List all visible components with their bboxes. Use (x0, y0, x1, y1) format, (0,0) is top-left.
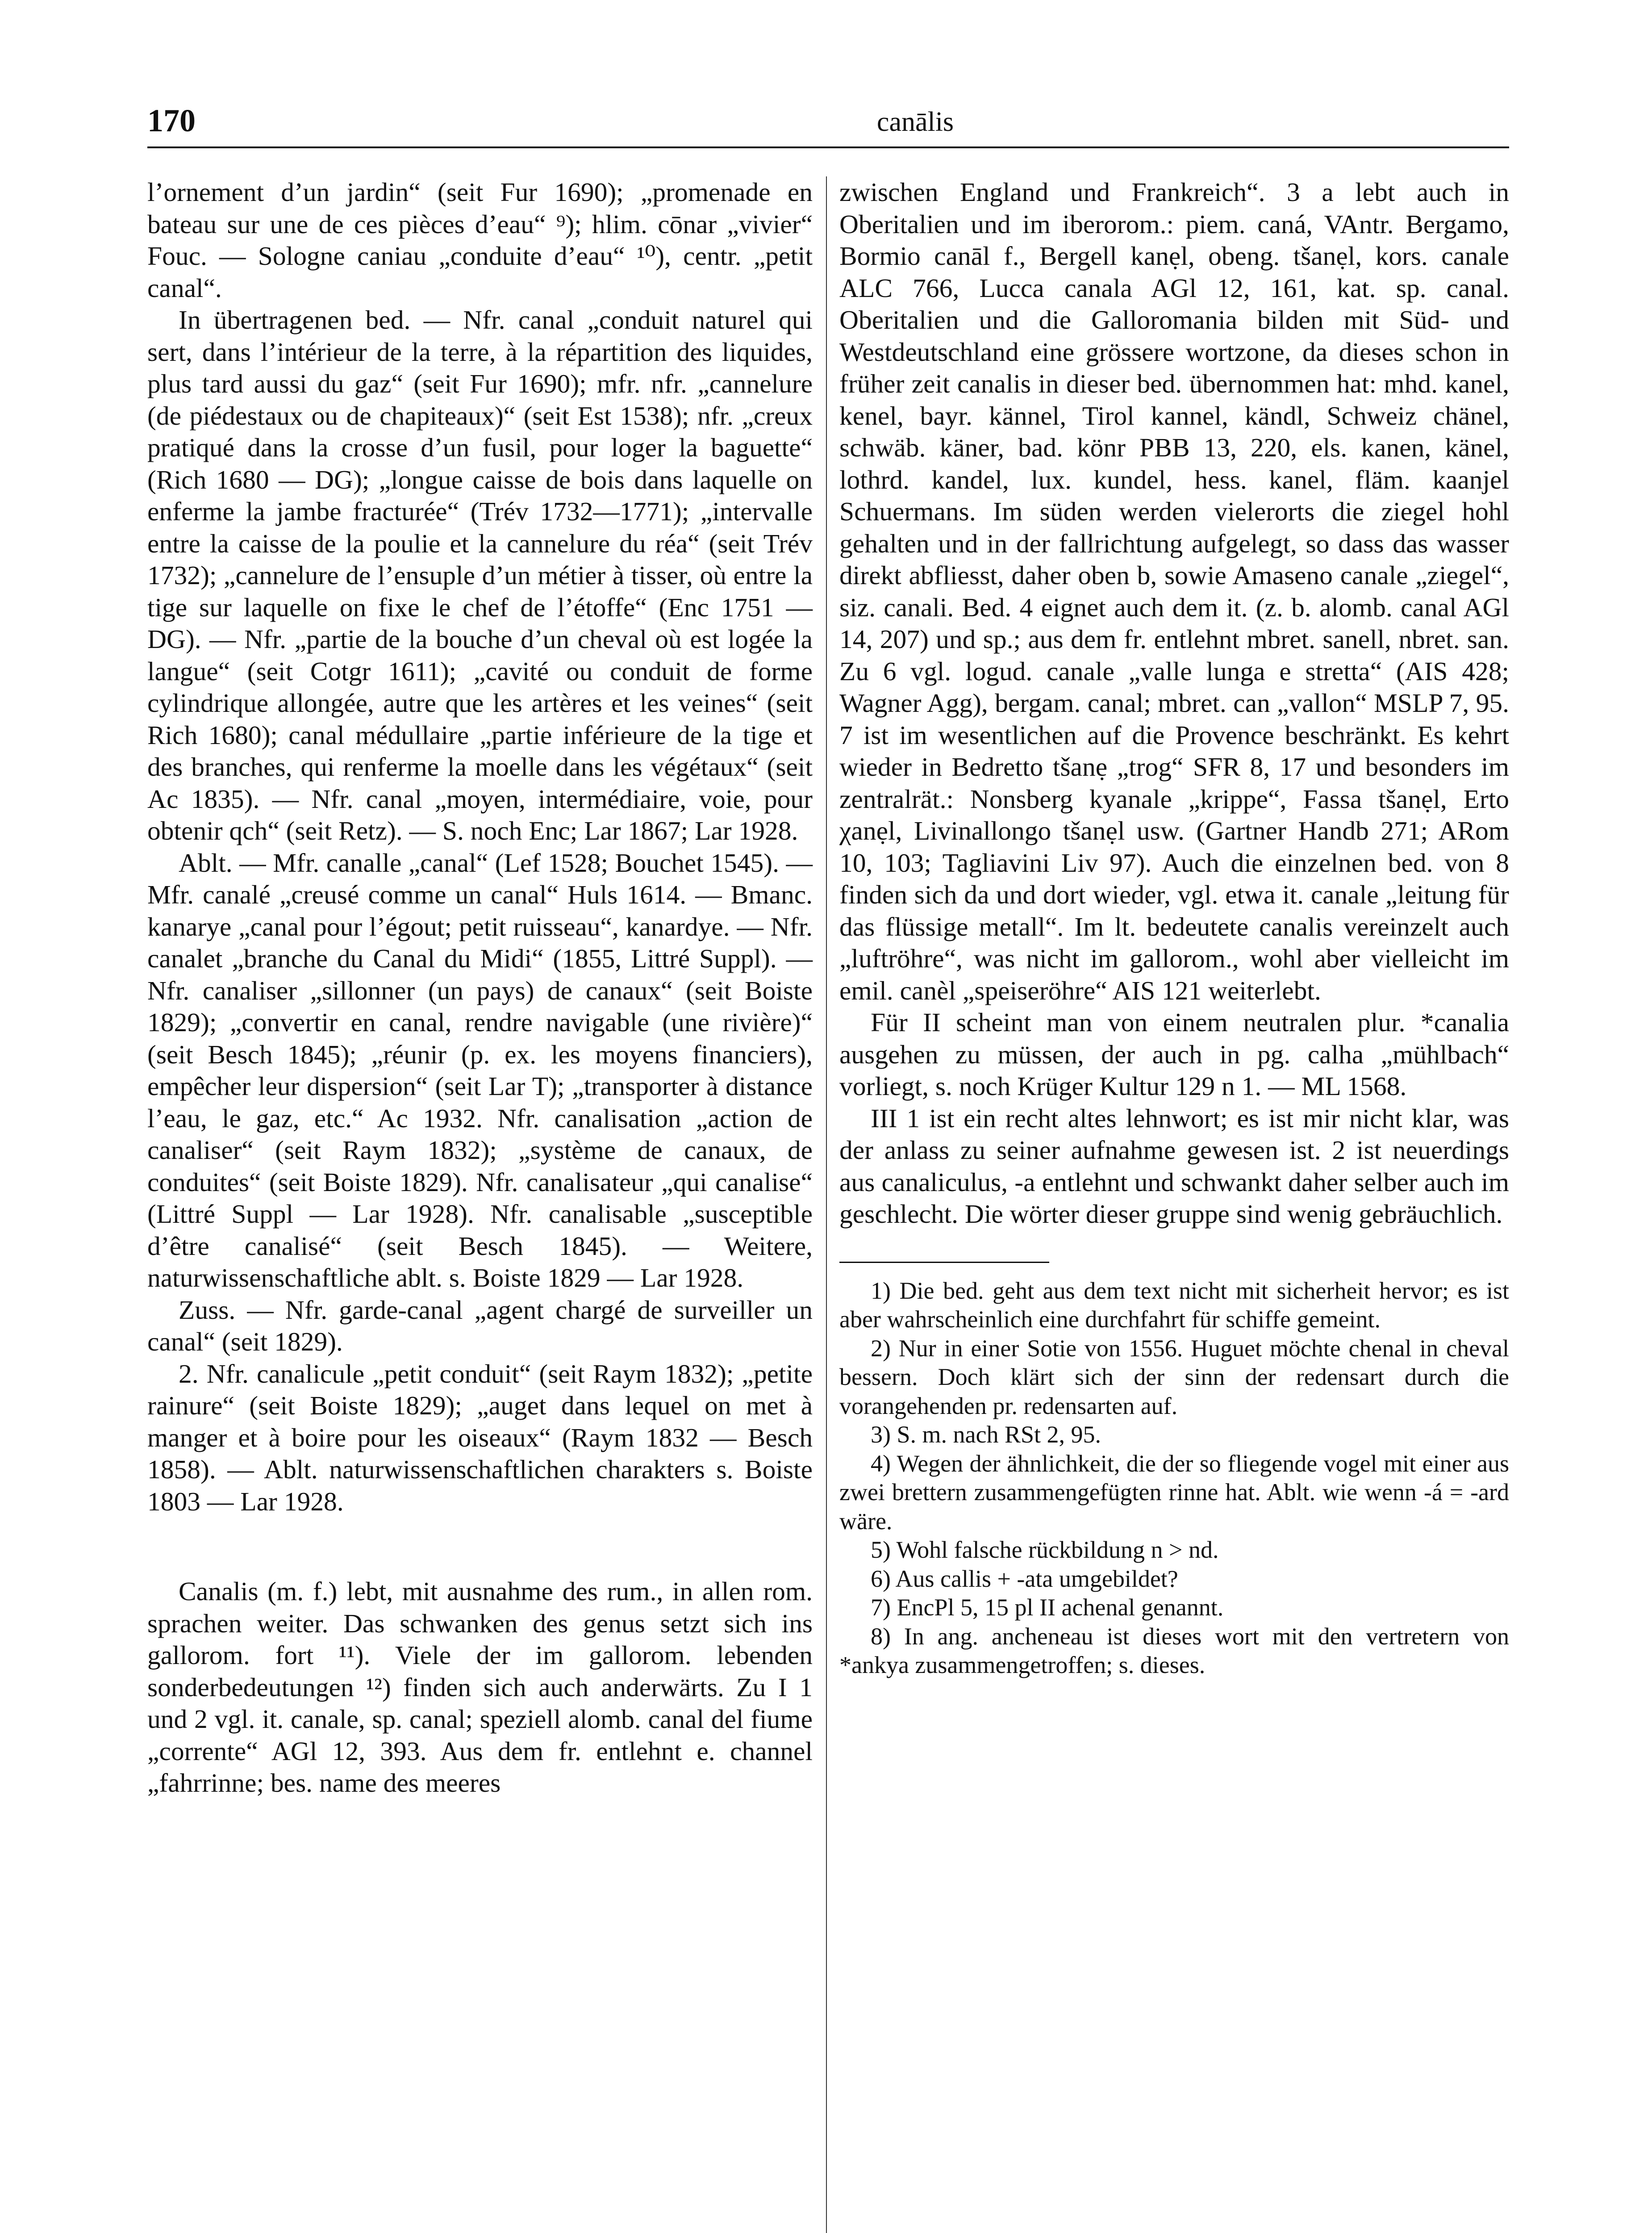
footnote: 1) Die bed. geht aus dem text nicht mit sicherheit hervor; es ist aber wahrscheinlich eine durchfahrt für schiffe gemeint. (839, 1277, 1509, 1333)
running-head: canālis (876, 107, 954, 137)
footnote: 7) EncPl 5, 15 pl II achenal genannt. (871, 1594, 1224, 1621)
header-rule (147, 146, 1509, 148)
footnote: 8) In ang. ancheneau ist dieses wort mit den vertretern von *ankya zusammengetroffen; s. dieses. (839, 1622, 1509, 1678)
paragraph: l’ornement d’un jardin“ (seit Fur 1690); „promenade en bateau sur une de ces pièces d’eau“ ⁹); hlim. cōnar „vivier“ Fouc. — Sologne caniau „conduite d’eau“ ¹⁰), centr. „petit canal“. (147, 177, 813, 303)
paragraph: III 1 ist ein recht altes lehnwort; es ist mir nicht klar, was der anlass zu seiner aufnahme gewesen ist. 2 ist neuerdings aus canaliculus, -a entlehnt und schwankt daher selber auch im geschlecht. Die wörter dieser gruppe sind wenig gebräuchlich. (839, 1103, 1509, 1229)
footnote: 4) Wegen der ähnlichkeit, die der so fliegende vogel mit einer aus zwei brettern zusammengefügten rinne hat. Ablt. wie wenn -á = -ard wäre. (839, 1450, 1509, 1535)
paragraph: zwischen England und Frankreich“. 3 a lebt auch in Oberitalien und im iberorom.: piem. caná, VAntr. Bergamo, Bormio canāl f., Bergell kanẹl, obeng. tšanẹl, kors. canale ALC 766, Lucca canala AGl 12, 161, kat. sp. canal. Oberitalien und die Galloromania bilden mit Süd- und Westdeutschland eine grössere wortzone, da dieses schon in früher zeit canalis in dieser bed. übernommen hat: mhd. kanel, kenel, bayr. kännel, Tirol kannel, kändl, Schweiz chänel, schwäb. käner, bad. könr PBB 13, 220, els. kanen, känel, lothrd. kandel, lux. kundel, hess. kanel, fläm. kaanjel Schuermans. Im süden werden vielerorts die ziegel hohl gehalten und in der fallrichtung aufgelegt, so dass das wasser direkt abfliesst, daher oben b, sowie Amaseno canale „ziegel“, siz. canali. Bed. 4 eignet auch dem it. (z. b. alomb. canal AGl 14, 207) und sp.; aus dem fr. entlehnt mbret. sanell, nbret. san. Zu 6 vgl. logud. canale „valle lunga e stretta“ (AIS 428; Wagner Agg), bergam. canal; mbret. can „vallon“ MSLP 7, 95. 7 ist im wesentlichen auf die Provence beschränkt. Es kehrt wieder in Bedretto tšanẹ „trog“ SFR 8, 17 und besonders im zentralrät.: Nonsberg kyanale „krippe“, Fassa tšanẹl, Erto χanẹl, Livinallongo tšanẹl usw. (Gartner Handb 271; ARom 10, 103; Tagliavini Liv 97). Auch die einzelnen bed. von 8 finden sich da und dort wieder, vgl. etwa it. canale „leitung für das flüssige metall“. Im lt. bedeutete canalis vereinzelt auch „luftröhre“, was nicht im gallorom., wohl aber vielleicht im emil. canèl „speiseröhre“ AIS 121 weiterlebt. (839, 177, 1509, 1005)
footnote: 2) Nur in einer Sotie von 1556. Huguet möchte chenal in cheval bessern. Doch klärt sich der sinn der redensart durch die vorangehenden pr. redensarten auf. (839, 1334, 1509, 1419)
column-divider (826, 176, 827, 2233)
paragraph: 2. Nfr. canalicule „petit conduit“ (seit Raym 1832); „petite rainure“ (seit Boiste 1829); „auget dans lequel on met à manger et à boire pour les oiseaux“ (Raym 1832 — Besch 1858). — Ablt. naturwissenschaftlichen charakters s. Boiste 1803 — Lar 1928. (147, 1359, 813, 1516)
right-column (839, 176, 1509, 2233)
paragraph: In übertragenen bed. — Nfr. canal „conduit naturel qui sert, dans l’intérieur de la terre, à la répartition des liquides, plus tard aussi du gaz“ (seit Fur 1690); mfr. nfr. „cannelure (de piédestaux ou de chapiteaux)“ (seit Est 1538); nfr. „creux pratiqué dans la crosse d’un fusil, pour loger la baguette“ (Rich 1680 — DG); „longue caisse de bois dans laquelle on enferme la jambe fracturée“ (Trév 1732—1771); „intervalle entre la caisse de la poulie et la cannelure du réa“ (seit Trév 1732); „cannelure de l’ensuple d’un métier à tisser, où entre la tige sur laquelle on fixe le chef de l’étoffe“ (Enc 1751 — DG). — Nfr. „partie de la bouche d’un cheval où est logée la langue“ (seit Cotgr 1611); „cavité ou conduit de forme cylindrique allongée, autre que les artères et les veines“ (seit Rich 1680); canal médullaire „partie inférieure de la tige et des branches, qui renferme la moelle dans les végétaux“ (seit Ac 1835). — Nfr. canal „moyen, intermédiaire, voie, pour obtenir qch“ (seit Retz). — S. noch Enc; Lar 1867; Lar 1928. (147, 305, 813, 845)
footnote: 6) Aus callis + -ata umgebildet? (871, 1565, 1178, 1592)
paragraph: Zuss. — Nfr. garde-canal „agent chargé de surveiller un canal“ (seit 1829). (147, 1295, 813, 1356)
left-column (147, 176, 813, 2233)
paragraph: Canalis (m. f.) lebt, mit ausnahme des rum., in allen rom. sprachen weiter. Das schwanken des genus setzt sich ins gallorom. fort ¹¹). Viele der im gallorom. lebenden sonderbedeutungen ¹²) finden sich auch anderwärts. Zu I 1 und 2 vgl. it. canale, sp. canal; speziell alomb. canal del fiume „corrente“ AGl 12, 393. Aus dem fr. entlehnt e. channel „fahrrinne; bes. name des meeres (147, 1576, 813, 1798)
footnote: 5) Wohl falsche rückbildung n > nd. (871, 1536, 1219, 1563)
footnotes (839, 1276, 1509, 1680)
paragraph: Ablt. — Mfr. canalle „canal“ (Lef 1528; Bouchet 1545). — Mfr. canalé „creusé comme un canal“ Huls 1614. — Bmanc. kanarye „canal pour l’égout; petit ruisseau“, kanardye. — Nfr. canalet „branche du Canal du Midi“ (1855, Littré Suppl). — Nfr. canaliser „sillonner (un pays) de canaux“ (seit Boiste 1829); „convertir en canal, rendre navigable (une rivière)“ (seit Besch 1845); „réunir (p. ex. les moyens financiers), empêcher leur dispersion“ (seit Lar T); „transporter à distance l’eau, le gaz, etc.“ Ac 1932. Nfr. canalisation „action de canaliser“ (seit Raym 1832); „système de canaux, de conduites“ (seit Boiste 1829). Nfr. canalisateur „qui canalise“ (Littré Suppl — Lar 1928). Nfr. canalisable „susceptible d’être canalisé“ (seit Besch 1845). — Weitere, naturwissenschaftliche ablt. s. Boiste 1829 — Lar 1928. (147, 848, 813, 1292)
footnote: 3) S. m. nach RSt 2, 95. (871, 1421, 1101, 1448)
footnote-rule (839, 1262, 1049, 1263)
page-number: 170 (147, 103, 196, 138)
paragraph: Für II scheint man von einem neutralen plur. *canalia ausgehen zu müssen, der auch in pg. calha „mühlbach“ vorliegt, s. noch Krüger Kultur 129 n 1. — ML 1568. (839, 1008, 1509, 1101)
